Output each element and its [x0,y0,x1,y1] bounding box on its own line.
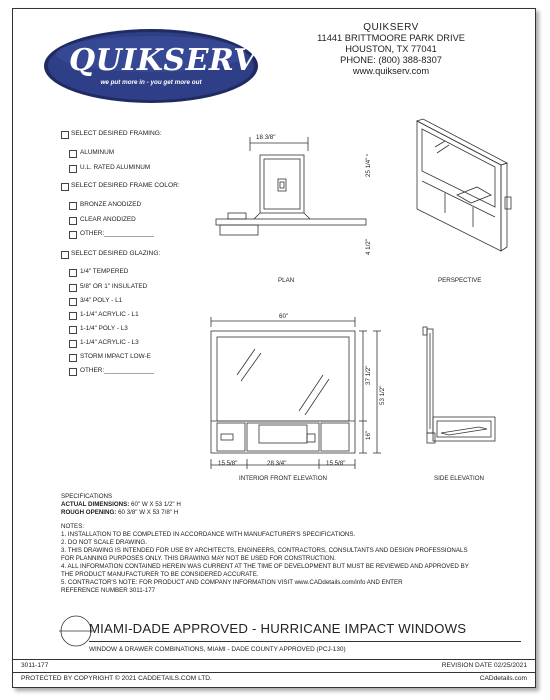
option-label: U.L. RATED ALUMINUM [80,164,151,171]
option-label: 3/4" POLY - L1 [80,297,123,304]
option-checkbox[interactable] [69,368,77,376]
option-label: 1-1/4" POLY - L3 [80,325,128,332]
option-checkbox[interactable] [69,354,77,362]
option-label: OTHER:______________ [80,367,154,374]
title-block-rule [13,659,535,660]
company-address-line1: 11441 BRITTMOORE PARK DRIVE [317,33,465,43]
glazing-header: SELECT DESIRED GLAZING: [71,250,161,257]
perspective-drawing [405,117,520,257]
actual-dimensions-label: ACTUAL DIMENSIONS: [61,501,130,508]
actual-dimensions-row [61,501,181,509]
front-center-dimension: 28 3/4" [267,460,287,467]
front-left-dimension: 15 5/8" [218,460,238,467]
drawing-title: MIAMI-DADE APPROVED - HURRICANE IMPACT WINDOWS [89,621,467,636]
plan-view-drawing [198,129,368,259]
note-line: 2. DO NOT SCALE DRAWING. [61,539,147,546]
title-divider [89,641,521,642]
reference-number: 3011-177 [21,662,49,669]
notes [61,523,469,595]
note-line: REFERENCE NUMBER 3011-177 [61,587,156,594]
front-elevation-label: INTERIOR FRONT ELEVATION [239,475,328,482]
option-label: 1-1/4" ACRYLIC - L3 [80,339,139,346]
option-label: 1-1/4" ACRYLIC - L1 [80,311,139,318]
notes-heading: NOTES: [61,523,85,530]
plan-width-dimension: 18 3/8" [256,134,276,141]
note-line: 4. ALL INFORMATION CONTAINED HEREIN WAS CURRENT AT THE TIME OF DEVELOPMENT BUT MUST BE REVIEWED AND APPROVED BY [61,563,469,570]
option-label: STORM IMPACT LOW-E [80,353,151,360]
side-elevation-label: SIDE ELEVATION [434,475,484,482]
specifications [61,493,181,517]
note-line: 3. THIS DRAWING IS INTENDED FOR USE BY ARCHITECTS, ENGINEERS, CONTRACTORS, CONSULTANTS AND DESIGN PROFESSIONALS [61,547,468,554]
actual-dimensions-value: 60" W X 53 1/2" H [131,501,181,508]
option-label: ALUMINUM [80,149,115,156]
side-elevation-drawing [413,325,503,455]
company-info [317,22,465,77]
option-label: CLEAR ANODIZED [80,216,136,223]
front-right-dimension: 15 5/8" [326,460,346,467]
logo-text: QUIKSERV [69,43,258,78]
option-checkbox[interactable] [69,150,77,158]
company-phone: PHONE: (800) 388-8307 [340,55,442,65]
note-line: 5. CONTRACTOR'S NOTE: FOR PRODUCT AND COMPANY INFORMATION VISIT www.CADdetails.com/info AND ENTER [61,579,403,586]
option-label: 5/8" OR 1" INSULATED [80,283,148,290]
option-checkbox[interactable] [69,231,77,239]
option-checkbox[interactable] [69,202,77,210]
revision-date: REVISION DATE 02/25/2021 [441,662,527,669]
rough-opening-label: ROUGH OPENING: [61,509,117,516]
option-checkbox[interactable] [69,326,77,334]
option-label: OTHER:______________ [80,230,154,237]
drawing-subtitle: WINDOW & DRAWER COMBINATIONS, MIAMI - DADE COUNTY APPROVED (PCJ-130) [89,646,346,653]
front-elevation-drawing [203,317,388,477]
option-checkbox[interactable] [69,284,77,292]
specifications-heading: SPECIFICATIONS [61,493,113,500]
option-checkbox[interactable] [69,217,77,225]
note-line: FOR PLANNING PURPOSES ONLY. THIS DRAWING MAY NOT BE USED FOR CONSTRUCTION. [61,555,336,562]
front-width-dimension: 60" [279,313,289,320]
option-checkbox[interactable] [69,165,77,173]
plan-label: PLAN [278,277,295,284]
framing-header: SELECT DESIRED FRAMING: [71,130,162,137]
frame-color-header: SELECT DESIRED FRAME COLOR: [71,182,180,189]
title-circle [59,614,93,648]
plan-depth-dimension: 25 1/4" [365,157,372,177]
company-address-line2: HOUSTON, TX 77041 [345,44,437,54]
perspective-label: PERSPECTIVE [438,277,482,284]
framing-checkbox[interactable] [61,131,69,139]
drawing-sheet [12,8,536,688]
front-lower-dimension: 16" [365,430,372,440]
logo-tagline: we put more in - you get more out [100,79,202,86]
note-line: 1. INSTALLATION TO BE COMPLETED IN ACCORDANCE WITH MANUFACTURER'S SPECIFICATIONS. [61,531,356,538]
caddetails-link[interactable]: CADdetails.com [479,675,527,682]
glazing-checkbox[interactable] [61,251,69,259]
front-glass-height-dimension: 37 1/2" [365,365,372,385]
front-total-height-dimension: 53 1/2" [379,385,386,405]
footer-rule [13,672,535,673]
option-checkbox[interactable] [69,340,77,348]
frame-color-checkbox[interactable] [61,183,69,191]
copyright-notice: PROTECTED BY COPYRIGHT © 2021 CADDETAILS.COM LTD. [21,675,212,682]
option-checkbox[interactable] [69,312,77,320]
note-line: THE PRODUCT MANUFACTURER TO BE CONSIDERED ACCURATE. [61,571,259,578]
plan-projection-dimension: 4 1/2" [365,239,372,255]
option-label: BRONZE ANODIZED [80,201,142,208]
option-checkbox[interactable] [69,298,77,306]
option-checkbox[interactable] [69,269,77,277]
rough-opening-value: 60 3/8" W X 53 7/8" H [118,509,179,516]
company-name: QUIKSERV [363,22,419,33]
option-label: 1/4" TEMPERED [80,268,129,275]
rough-opening-row [61,509,181,517]
company-website[interactable]: www.quikserv.com [352,66,430,76]
